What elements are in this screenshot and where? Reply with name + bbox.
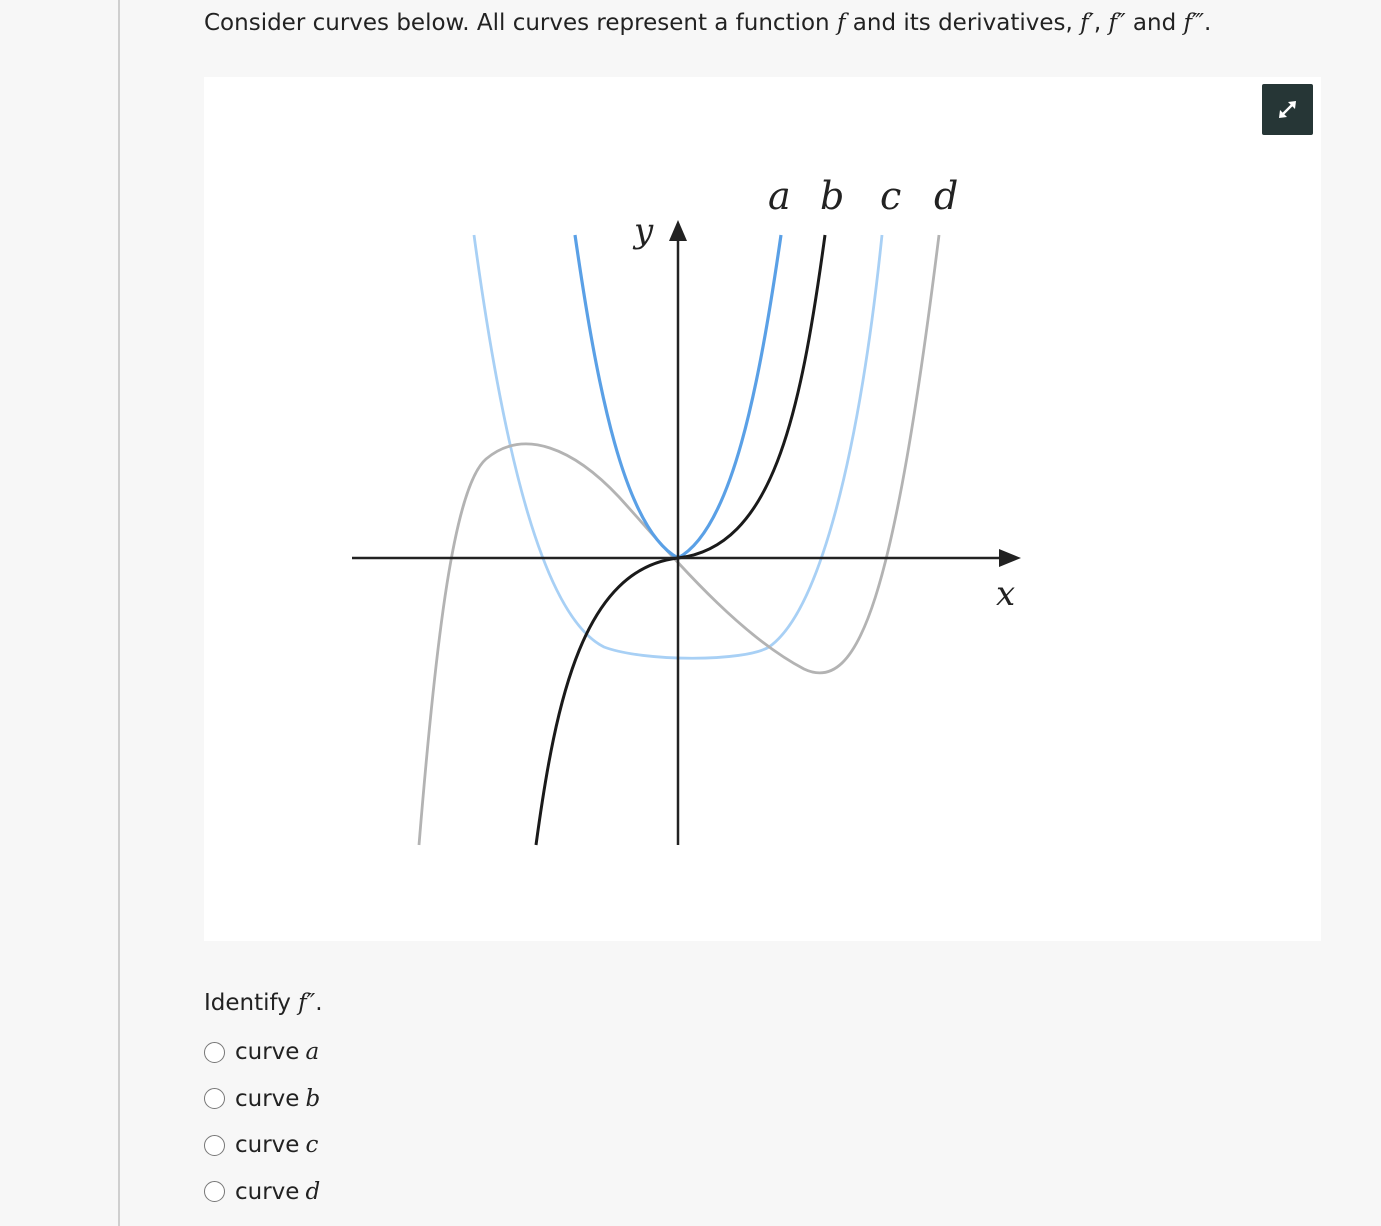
option-curve-b[interactable]: [204, 1080, 320, 1118]
option-label: curve: [235, 1178, 300, 1205]
option-letter: a: [305, 1039, 320, 1065]
answer-options: [204, 1033, 320, 1219]
curve-label-b: b: [820, 174, 845, 218]
y-axis-label: y: [634, 211, 654, 251]
curve-label-d: d: [934, 174, 959, 218]
option-label: curve: [235, 1085, 300, 1112]
curve-label-a: a: [768, 174, 791, 218]
option-letter: d: [305, 1178, 321, 1205]
curves-diagram: [204, 77, 1321, 941]
question-end: .: [1204, 10, 1212, 36]
option-label: curve: [235, 1132, 300, 1158]
x-axis-label: x: [996, 574, 1016, 614]
question-prefix: Consider curves below. All curves represent a function: [204, 10, 837, 36]
f-double-prime-symbol: f″: [1108, 10, 1126, 36]
f-symbol: f: [836, 10, 846, 36]
f-prime-symbol: f′: [1080, 10, 1094, 36]
curve-label-c: c: [880, 174, 902, 218]
question-and: and: [1125, 10, 1184, 36]
radio-button[interactable]: [204, 1181, 225, 1202]
option-curve-c[interactable]: [204, 1126, 320, 1164]
y-axis-arrow: [669, 220, 687, 241]
option-letter: c: [305, 1132, 319, 1158]
question-text: [204, 6, 1211, 40]
expand-arrows-icon: [1262, 84, 1313, 135]
f-double-prime-target: f″: [298, 990, 316, 1016]
radio-button[interactable]: [204, 1088, 225, 1109]
option-label: curve: [235, 1039, 300, 1065]
radio-button[interactable]: [204, 1042, 225, 1063]
sub-question-end: .: [315, 990, 323, 1016]
option-curve-a[interactable]: [204, 1033, 320, 1071]
option-letter: b: [305, 1085, 321, 1112]
expand-image-button[interactable]: [1262, 84, 1313, 135]
question-middle: and its derivatives,: [845, 10, 1081, 36]
curve-b: [536, 235, 825, 845]
radio-button[interactable]: [204, 1135, 225, 1156]
f-triple-prime-symbol: f‴: [1183, 10, 1205, 36]
sub-question-prefix: Identify: [204, 990, 299, 1016]
left-divider: [118, 0, 120, 1226]
sub-question-text: [204, 986, 323, 1020]
curves-figure: [204, 77, 1321, 941]
option-curve-d[interactable]: [204, 1173, 320, 1211]
question-comma: ,: [1093, 10, 1109, 36]
x-axis-arrow: [999, 549, 1021, 567]
